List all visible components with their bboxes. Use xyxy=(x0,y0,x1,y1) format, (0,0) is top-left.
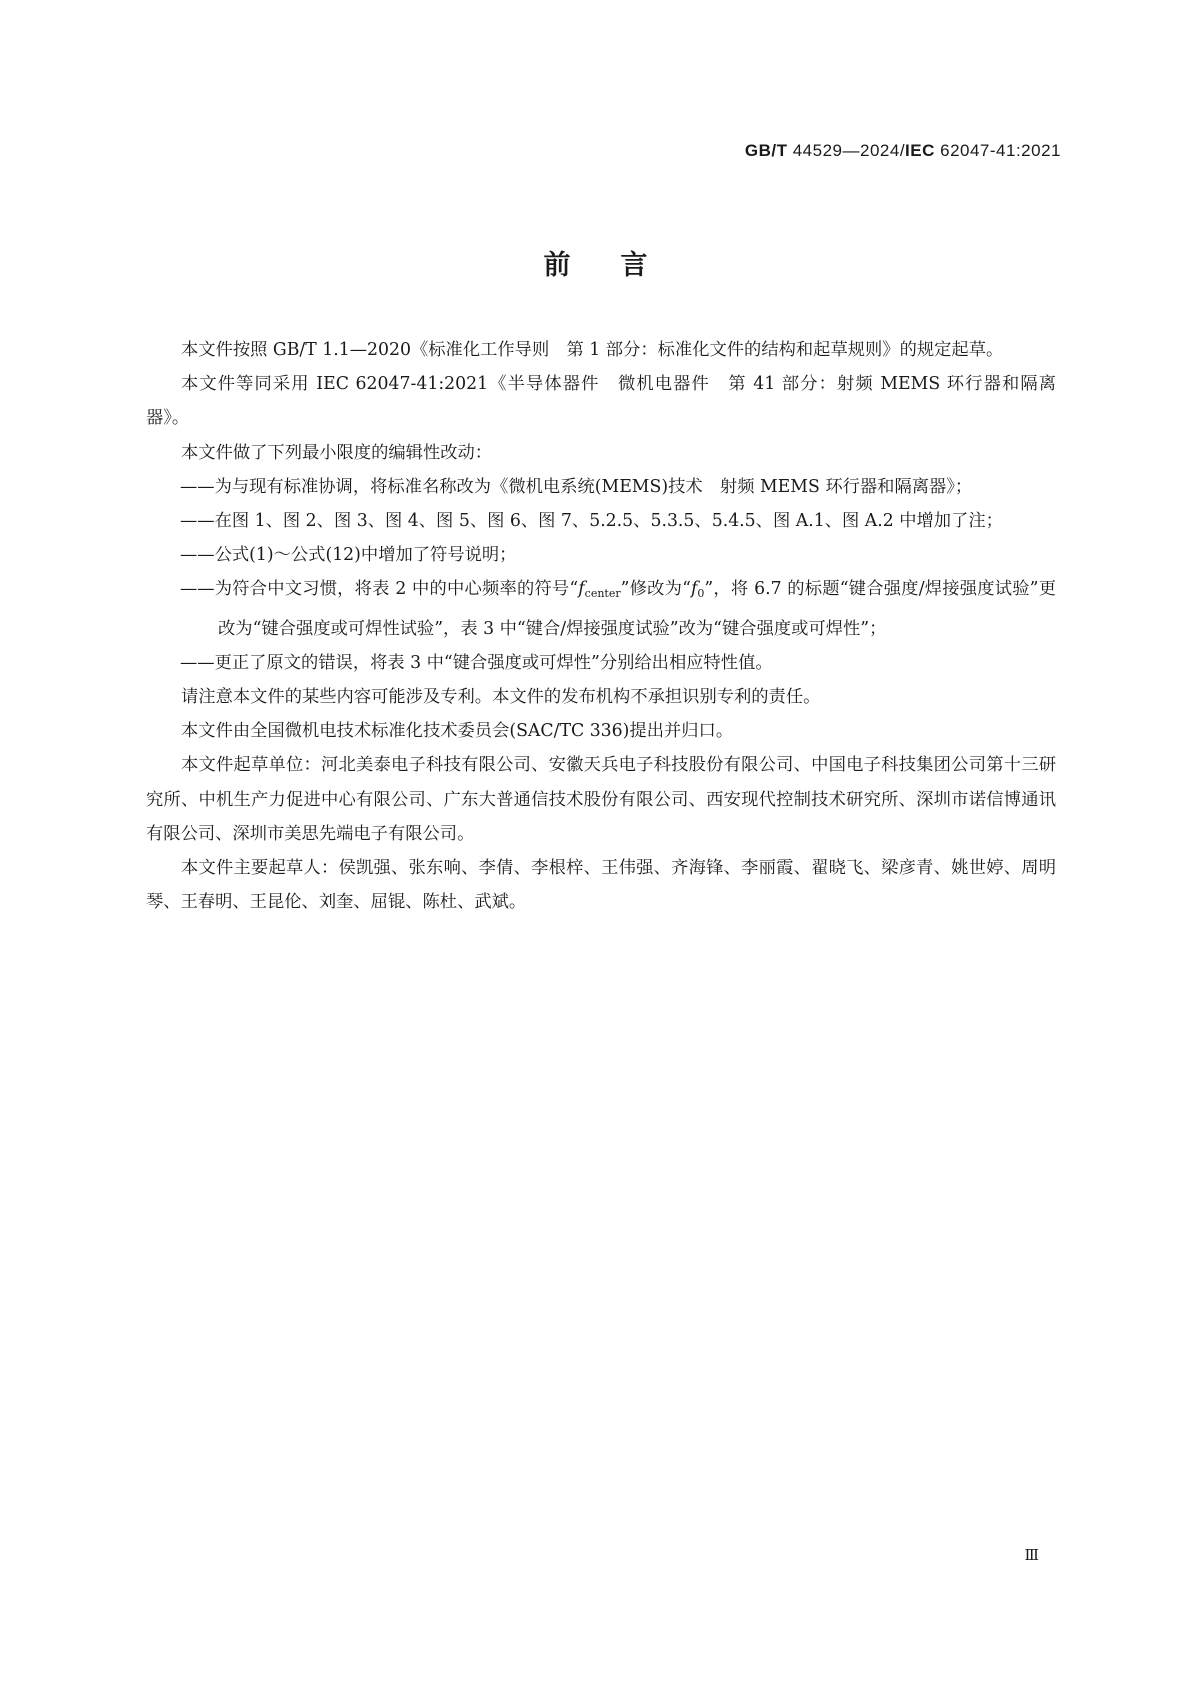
subscript-zero: 0 xyxy=(697,587,705,601)
change-4-text-a: ——为符合中文习惯，将表 2 中的中心频率的符号“ xyxy=(180,579,579,600)
paragraph-drafting-rules: 本文件按照 GB/T 1.1—2020《标准化工作导则 第 1 部分：标准化文件的结构和起草规则》的规定起草。 xyxy=(181,340,1004,360)
paragraph-committee: 本文件由全国微机电技术标准化技术委员会(SAC/TC 336)提出并归口。 xyxy=(181,721,734,742)
paragraph-drafters: 本文件主要起草人：侯凯强、张东响、李倩、李根梓、王伟强、齐海锋、李丽霞、翟晓飞、梁彦青、姚世婷、周明琴、王春明、王昆伦、刘奎、屈锟、陈杜、武斌。 xyxy=(146,858,1056,913)
paragraph-drafting-units: 本文件起草单位：河北美泰电子科技有限公司、安徽天兵电子科技股份有限公司、中国电子科技集团公司第十三研究所、中机生产力促进中心有限公司、广东大普通信技术股份有限公司、西安现代控制技术研究所、深圳市诺信博通讯有限公司、深圳市美思先端电子有限公司。 xyxy=(146,755,1056,844)
paragraph-identical-adoption: 本文件等同采用 IEC 62047-41:2021《半导体器件 微机电器件 第 41 部分：射频 MEMS 环行器和隔离器》。 xyxy=(146,374,1056,429)
list-item-change-2: ——在图 1、图 2、图 3、图 4、图 5、图 6、图 7、5.2.5、5.3.5、5.4.5、图 A.1、图 A.2 中增加了注； xyxy=(180,511,1003,532)
list-item-change-4 xyxy=(146,572,1056,645)
standard-code-prefix: GB/T xyxy=(744,141,788,160)
page-number: Ⅲ xyxy=(1024,1546,1039,1564)
change-4-text-c: ”，将 6.7 的标题“键合强度/焊接强度试验”更改为“键合强度或可焊性试验”，表 3 中“键合/焊接强度试验”改为“键合强度或可焊性”； xyxy=(218,579,1056,639)
paragraph-patent-notice: 请注意本文件的某些内容可能涉及专利。本文件的发布机构不承担识别专利的责任。 xyxy=(181,687,821,708)
paragraph-editorial-changes-intro: 本文件做了下列最小限度的编辑性改动： xyxy=(181,442,493,463)
standard-code-tail: 62047-41:2021 xyxy=(934,141,1061,160)
change-4-text-b: ”修改为“ xyxy=(620,579,691,600)
foreword-body xyxy=(146,333,1056,919)
list-item-change-1: ——为与现有标准协调，将标准名称改为《微机电系统(MEMS)技术 射频 MEMS 环行器和隔离器》； xyxy=(180,476,973,497)
standard-code-iec: IEC xyxy=(905,141,935,160)
standard-code-number: 44529—2024/ xyxy=(787,141,906,160)
page-title: 前言 xyxy=(543,250,698,281)
subscript-center: center xyxy=(584,587,621,601)
symbol-f-zero: f xyxy=(690,579,698,600)
list-item-change-5: ——更正了原文的错误，将表 3 中“键合强度或可焊性”分别给出相应特性值。 xyxy=(180,652,773,673)
symbol-f-center: f xyxy=(578,579,585,600)
list-item-change-3: ——公式(1)～公式(12)中增加了符号说明； xyxy=(180,545,517,566)
standard-code-header xyxy=(745,141,1061,161)
